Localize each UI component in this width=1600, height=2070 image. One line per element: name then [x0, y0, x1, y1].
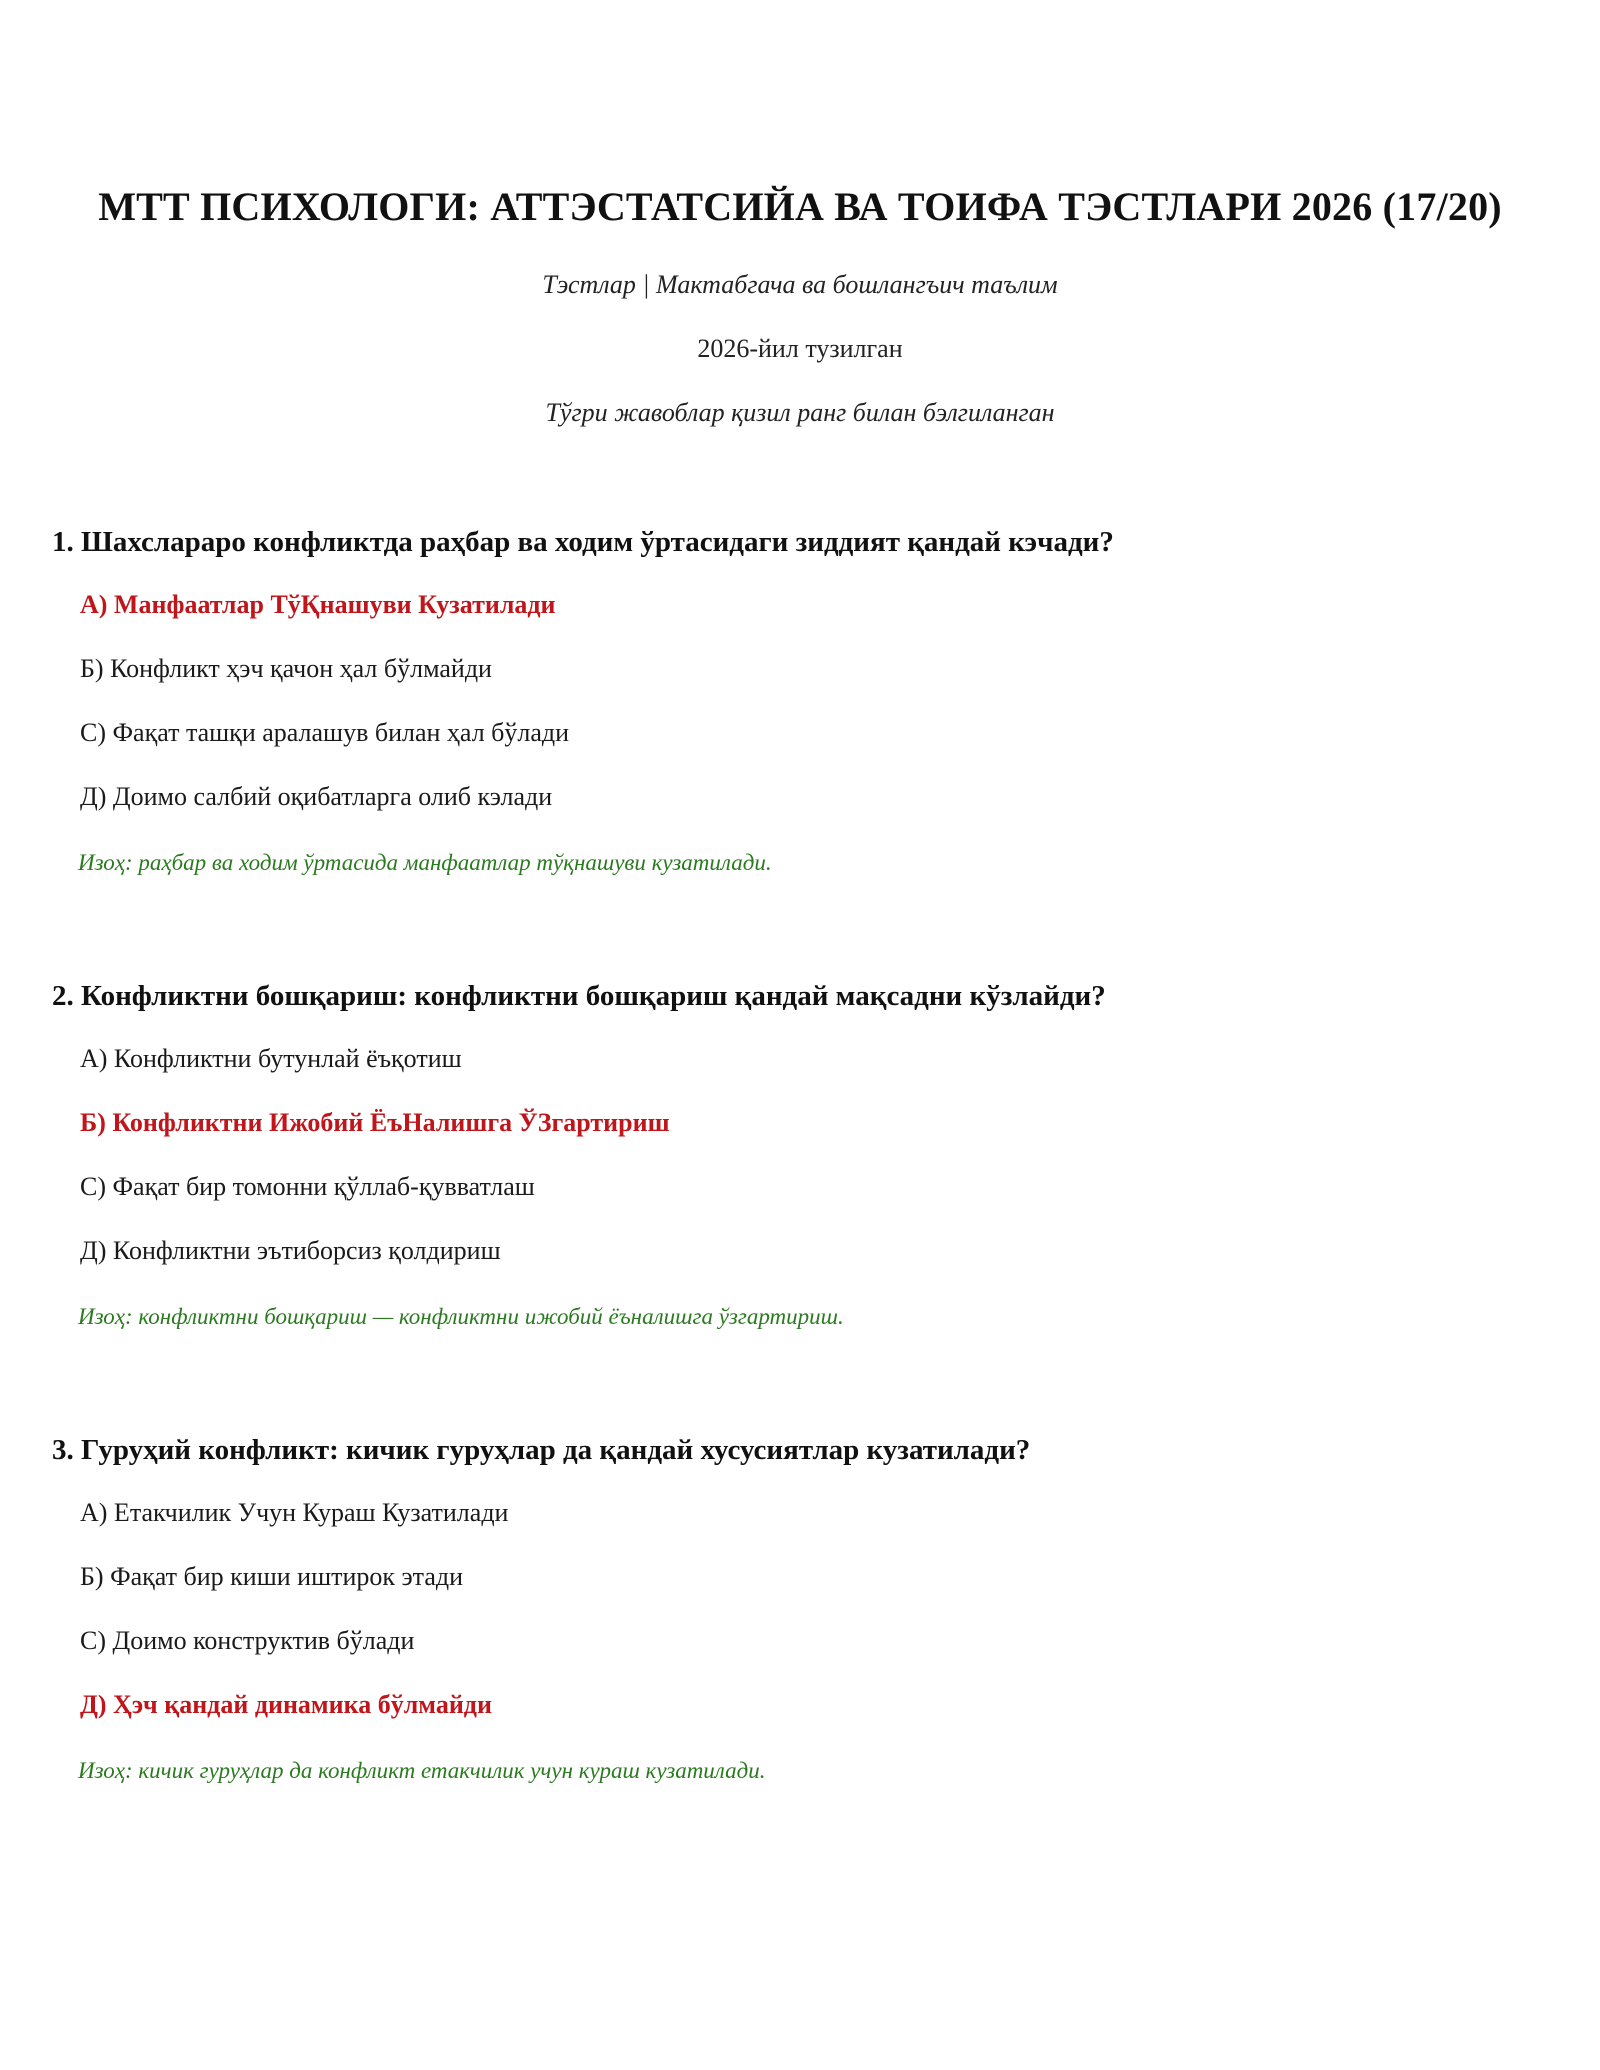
- answer-option-d: Д) Конфликтни эътиборсиз қолдириш: [80, 1236, 501, 1265]
- document-year: 2026-йил тузилган: [697, 334, 903, 363]
- answer-option-c: С) Фақат ташқи аралашув билан ҳал бўлади: [80, 718, 570, 747]
- question-text: 1. Шахслараро конфликтда раҳбар ва ходим ўртасидаги зиддият қандай кэчади?: [52, 526, 1114, 558]
- answer-option-a-correct: А) Манфаатлар ТўҚнашуви Кузатилади: [80, 590, 556, 619]
- answer-option-c: С) Доимо конструктив бўлади: [80, 1626, 415, 1655]
- answer-explanation: Изоҳ: раҳбар ва ходим ўртасида манфаатлар тўқнашуви кузатилади.: [78, 850, 772, 875]
- answer-option-b: Б) Конфликт ҳэч қачон ҳал бўлмайди: [80, 654, 492, 683]
- answer-option-c: С) Фақат бир томонни қўллаб-қувватлаш: [80, 1172, 535, 1201]
- question-text: 3. Гуруҳий конфликт: кичик гуруҳлар да қандай хусусиятлар кузатилади?: [52, 1434, 1031, 1466]
- answer-explanation: Изоҳ: кичик гуруҳлар да конфликт етакчилик учун кураш кузатилади.: [78, 1758, 766, 1783]
- document-category: Тэстлар | Мактабгача ва бошлангъич таълим: [542, 270, 1058, 299]
- question-text: 2. Конфликтни бошқариш: конфликтни бошқариш қандай мақсадни кўзлайди?: [52, 980, 1106, 1012]
- answer-option-b-correct: Б) Конфликтни Ижобий ЁъНалишга ЎЗгартириш: [80, 1108, 670, 1137]
- answer-option-a: А) Етакчилик Учун Кураш Кузатилади: [80, 1498, 509, 1527]
- answer-option-d-correct: Д) Ҳэч қандай динамика бўлмайди: [80, 1690, 492, 1719]
- answer-option-b: Б) Фақат бир киши иштирок этади: [80, 1562, 464, 1591]
- answer-option-d: Д) Доимо салбий оқибатларга олиб кэлади: [80, 782, 553, 811]
- answer-explanation: Изоҳ: конфликтни бошқариш — конфликтни ижобий ёъналишга ўзгартириш.: [78, 1304, 844, 1329]
- document-note: Тўгри жавоблар қизил ранг билан бэлгиланган: [545, 398, 1055, 427]
- document-title: МТТ ПСИХОЛОГИ: АТТЭСТАТСИЙА ВА ТОИФА ТЭСТЛАРИ 2026 (17/20): [98, 184, 1502, 229]
- answer-option-a: А) Конфликтни бутунлай ёъқотиш: [80, 1044, 462, 1073]
